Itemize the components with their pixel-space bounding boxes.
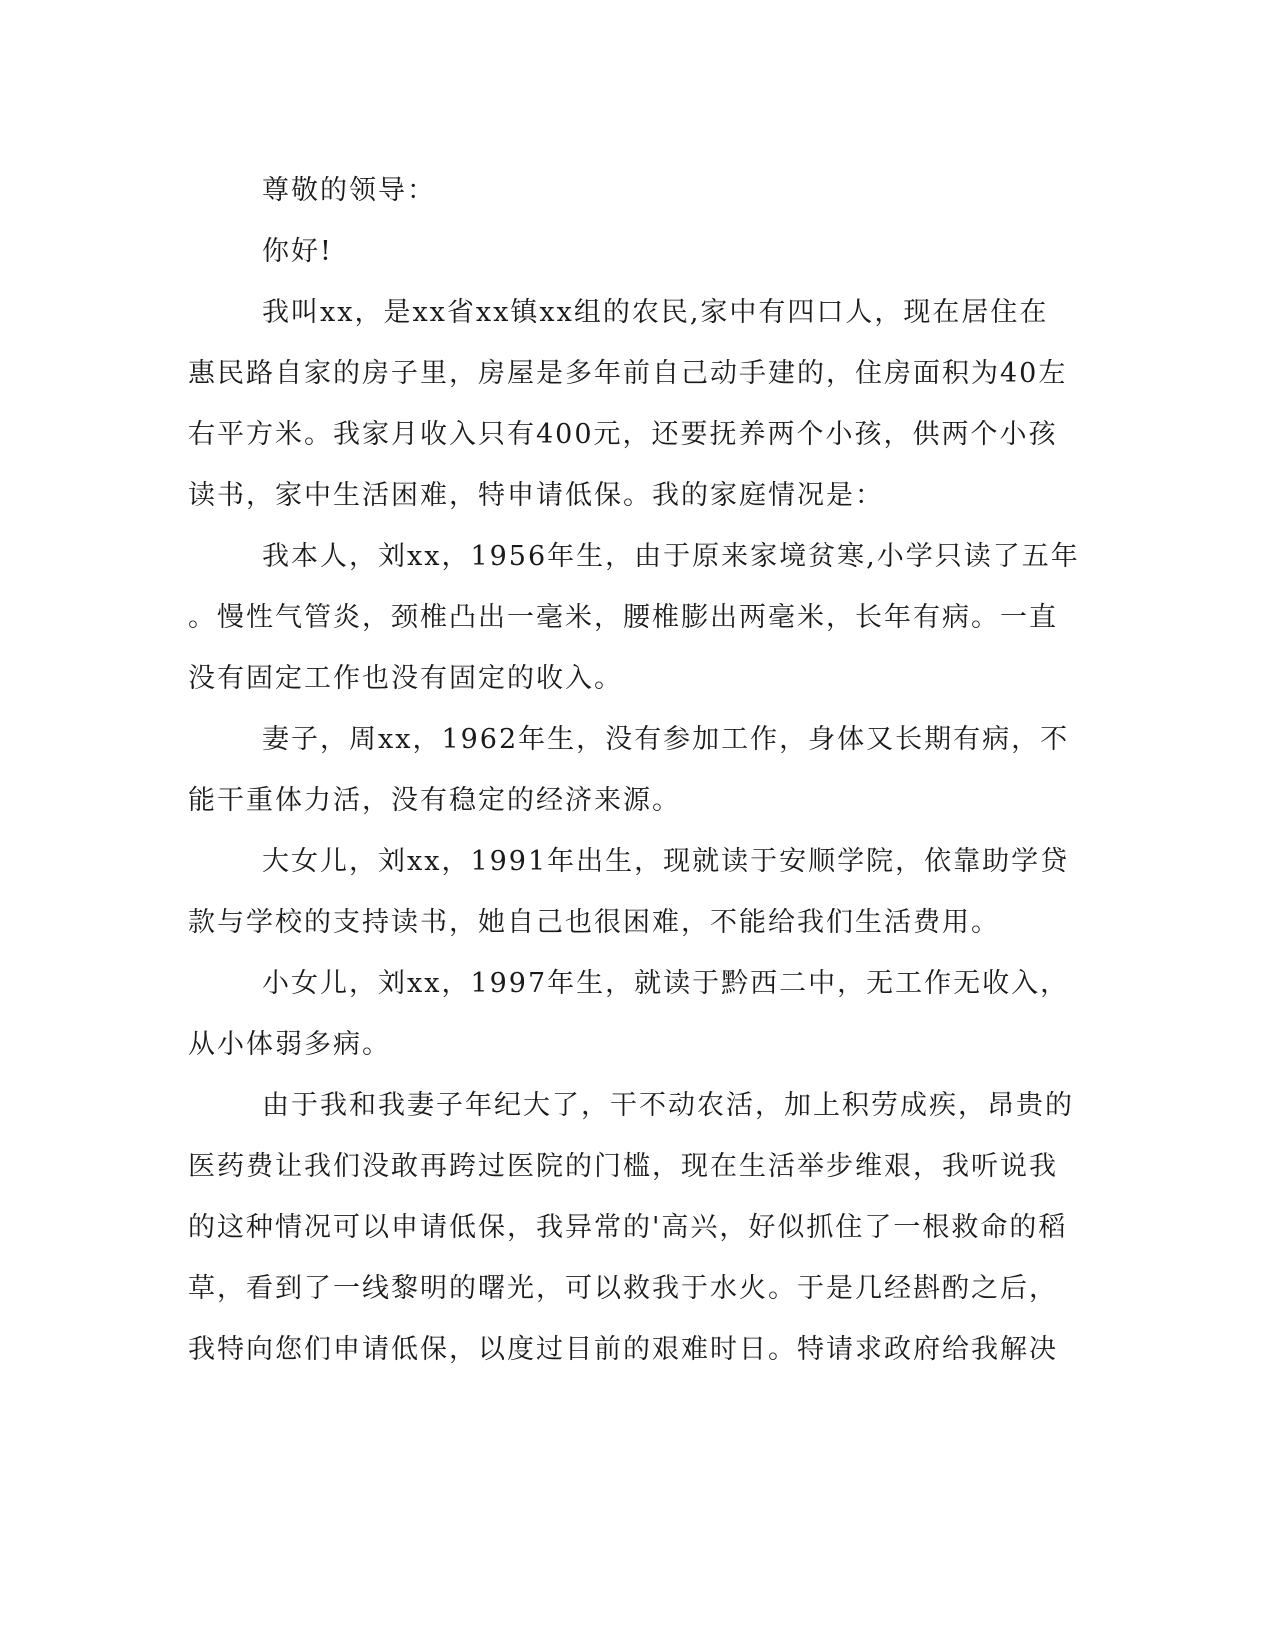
paragraph-line: 我叫xx，是xx省xx镇xx组的农民,家中有四口人，现在居住在 [262, 297, 1049, 328]
paragraph-line: 。慢性气管炎，颈椎凸出一毫米，腰椎膨出两毫米，长年有病。一直 [188, 602, 1058, 633]
paragraph-line: 大女儿，刘xx，1991年出生，现就读于安顺学院，依靠助学贷 [262, 846, 1070, 877]
paragraph-line: 没有固定工作也没有固定的收入。 [188, 663, 623, 694]
paragraph-line: 从小体弱多病。 [188, 1029, 391, 1060]
paragraph-line: 款与学校的支持读书，她自己也很困难，不能给我们生活费用。 [188, 907, 1000, 938]
paragraph-line: 医药费让我们没敢再跨过医院的门槛，现在生活举步维艰，我听说我 [188, 1151, 1058, 1182]
paragraph-line: 我本人，刘xx，1956年生，由于原来家境贫寒,小学只读了五年 [262, 541, 1080, 572]
paragraph-line: 惠民路自家的房子里，房屋是多年前自己动手建的，住房面积为40左 [188, 358, 1068, 389]
paragraph-line: 草，看到了一线黎明的曙光，可以救我于水火。于是几经斟酌之后， [188, 1273, 1058, 1304]
paragraph-line: 妻子，周xx，1962年生，没有参加工作，身体又长期有病，不 [262, 724, 1070, 755]
greeting-line: 你好! [262, 236, 333, 267]
paragraph-line: 读书，家中生活困难，特申请低保。我的家庭情况是： [188, 480, 884, 511]
paragraph-line: 右平方米。我家月收入只有400元，还要抚养两个小孩，供两个小孩 [188, 419, 1058, 450]
paragraph-line: 由于我和我妻子年纪大了，干不动农活，加上积劳成疾，昂贵的 [262, 1090, 1074, 1121]
paragraph-line: 能干重体力活，没有稳定的经济来源。 [188, 785, 681, 816]
paragraph-line: 我特向您们申请低保，以度过目前的艰难时日。特请求政府给我解决 [188, 1334, 1058, 1365]
salutation-line: 尊敬的领导： [262, 175, 436, 206]
paragraph-line: 小女儿，刘xx，1997年生，就读于黔西二中，无工作无收入， [262, 968, 1070, 999]
paragraph-line: 的这种情况可以申请低保，我异常的'高兴，好似抓住了一根救命的稻 [188, 1212, 1068, 1243]
letter-body [188, 160, 1080, 1380]
